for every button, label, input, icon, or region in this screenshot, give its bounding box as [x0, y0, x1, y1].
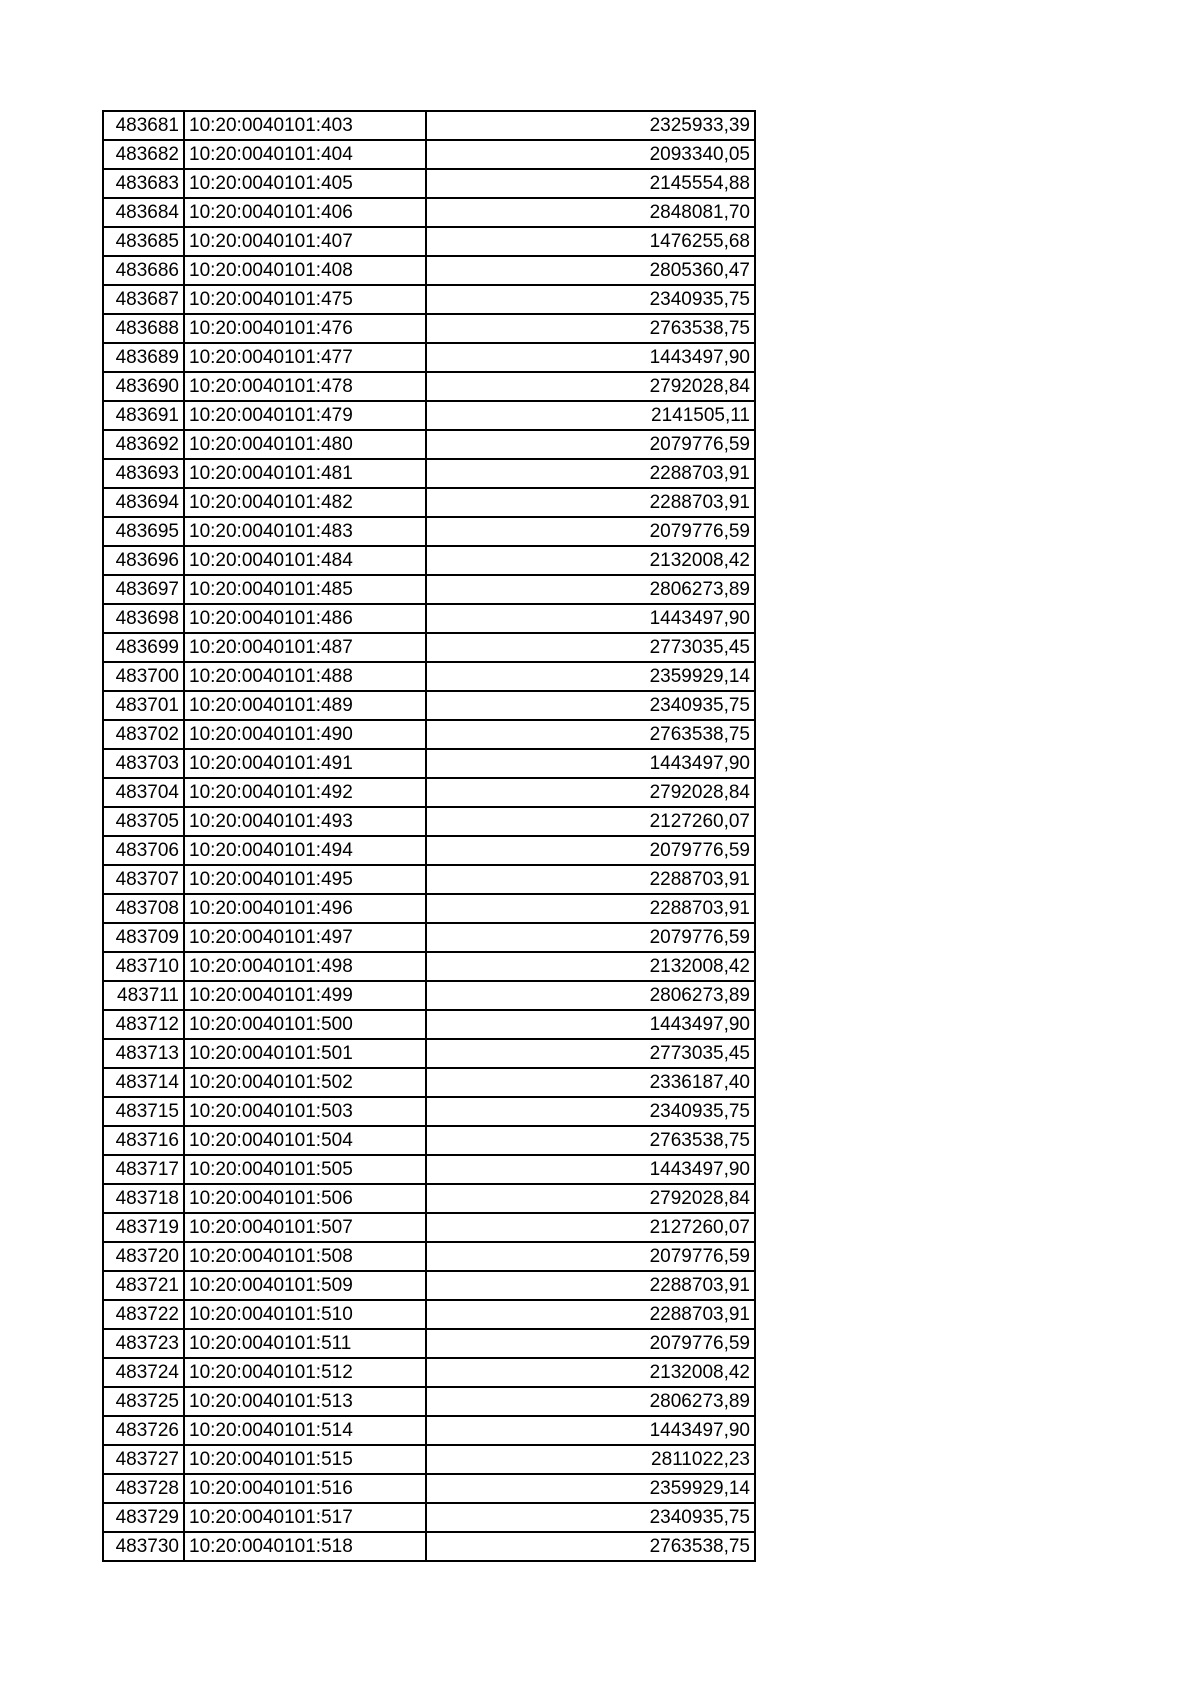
value-cell: 2806273,89: [426, 981, 755, 1010]
value-cell: 2127260,07: [426, 807, 755, 836]
value-cell: 1476255,68: [426, 227, 755, 256]
row-id-cell: 483727: [103, 1445, 184, 1474]
cadastral-number-cell: 10:20:0040101:514: [184, 1416, 426, 1445]
value-cell: 2792028,84: [426, 778, 755, 807]
table-row: [103, 836, 755, 865]
row-id-cell: 483695: [103, 517, 184, 546]
cadastral-number-cell: 10:20:0040101:475: [184, 285, 426, 314]
value-cell: 2079776,59: [426, 1329, 755, 1358]
value-cell: 2340935,75: [426, 691, 755, 720]
cadastral-number-cell: 10:20:0040101:408: [184, 256, 426, 285]
table-row: [103, 140, 755, 169]
value-cell: 2288703,91: [426, 459, 755, 488]
table-row: [103, 749, 755, 778]
table-row: [103, 1416, 755, 1445]
value-cell: 2806273,89: [426, 575, 755, 604]
value-cell: 2359929,14: [426, 1474, 755, 1503]
row-id-cell: 483706: [103, 836, 184, 865]
row-id-cell: 483701: [103, 691, 184, 720]
cadastral-number-cell: 10:20:0040101:515: [184, 1445, 426, 1474]
cadastral-number-cell: 10:20:0040101:502: [184, 1068, 426, 1097]
cadastral-number-cell: 10:20:0040101:482: [184, 488, 426, 517]
cadastral-number-cell: 10:20:0040101:506: [184, 1184, 426, 1213]
value-cell: 2806273,89: [426, 1387, 755, 1416]
cadastral-number-cell: 10:20:0040101:513: [184, 1387, 426, 1416]
table-row: [103, 807, 755, 836]
row-id-cell: 483708: [103, 894, 184, 923]
cadastral-number-cell: 10:20:0040101:498: [184, 952, 426, 981]
cadastral-number-cell: 10:20:0040101:407: [184, 227, 426, 256]
table-row: [103, 1213, 755, 1242]
value-cell: 2340935,75: [426, 285, 755, 314]
row-id-cell: 483688: [103, 314, 184, 343]
cadastral-number-cell: 10:20:0040101:477: [184, 343, 426, 372]
table-row: [103, 923, 755, 952]
table-row: [103, 227, 755, 256]
table-row: [103, 720, 755, 749]
cadastral-number-cell: 10:20:0040101:507: [184, 1213, 426, 1242]
cadastral-number-cell: 10:20:0040101:512: [184, 1358, 426, 1387]
row-id-cell: 483696: [103, 546, 184, 575]
value-cell: 2763538,75: [426, 720, 755, 749]
row-id-cell: 483693: [103, 459, 184, 488]
row-id-cell: 483690: [103, 372, 184, 401]
value-cell: 2359929,14: [426, 662, 755, 691]
table-row: [103, 459, 755, 488]
table-row: [103, 314, 755, 343]
cadastral-number-cell: 10:20:0040101:483: [184, 517, 426, 546]
value-cell: 2763538,75: [426, 1126, 755, 1155]
cadastral-number-cell: 10:20:0040101:499: [184, 981, 426, 1010]
table-row: [103, 575, 755, 604]
cadastral-number-cell: 10:20:0040101:487: [184, 633, 426, 662]
value-cell: 2132008,42: [426, 546, 755, 575]
table-row: [103, 1271, 755, 1300]
value-cell: 1443497,90: [426, 749, 755, 778]
row-id-cell: 483724: [103, 1358, 184, 1387]
cadastral-number-cell: 10:20:0040101:494: [184, 836, 426, 865]
table-row: [103, 1503, 755, 1532]
table-row: [103, 1126, 755, 1155]
table-row: [103, 1358, 755, 1387]
cadastral-number-cell: 10:20:0040101:491: [184, 749, 426, 778]
row-id-cell: 483717: [103, 1155, 184, 1184]
value-cell: 2093340,05: [426, 140, 755, 169]
row-id-cell: 483728: [103, 1474, 184, 1503]
table-row: [103, 1184, 755, 1213]
table-row: [103, 1039, 755, 1068]
table-row: [103, 169, 755, 198]
table-row: [103, 111, 755, 140]
row-id-cell: 483703: [103, 749, 184, 778]
cadastral-number-cell: 10:20:0040101:492: [184, 778, 426, 807]
table-row: [103, 1329, 755, 1358]
cadastral-number-cell: 10:20:0040101:501: [184, 1039, 426, 1068]
table-row: [103, 778, 755, 807]
table-row: [103, 1242, 755, 1271]
row-id-cell: 483691: [103, 401, 184, 430]
cadastral-number-cell: 10:20:0040101:493: [184, 807, 426, 836]
table-row: [103, 256, 755, 285]
row-id-cell: 483686: [103, 256, 184, 285]
row-id-cell: 483725: [103, 1387, 184, 1416]
cadastral-number-cell: 10:20:0040101:488: [184, 662, 426, 691]
cadastral-number-cell: 10:20:0040101:511: [184, 1329, 426, 1358]
value-cell: 2288703,91: [426, 1300, 755, 1329]
cadastral-number-cell: 10:20:0040101:518: [184, 1532, 426, 1561]
cadastral-number-cell: 10:20:0040101:489: [184, 691, 426, 720]
value-cell: 2792028,84: [426, 372, 755, 401]
value-cell: 1443497,90: [426, 1155, 755, 1184]
table-body: [103, 111, 755, 1561]
cadastral-number-cell: 10:20:0040101:478: [184, 372, 426, 401]
table-row: [103, 546, 755, 575]
value-cell: 2145554,88: [426, 169, 755, 198]
value-cell: 2141505,11: [426, 401, 755, 430]
cadastral-number-cell: 10:20:0040101:497: [184, 923, 426, 952]
table-row: [103, 894, 755, 923]
row-id-cell: 483710: [103, 952, 184, 981]
cadastral-number-cell: 10:20:0040101:516: [184, 1474, 426, 1503]
value-cell: 2763538,75: [426, 314, 755, 343]
row-id-cell: 483715: [103, 1097, 184, 1126]
row-id-cell: 483718: [103, 1184, 184, 1213]
cadastral-number-cell: 10:20:0040101:510: [184, 1300, 426, 1329]
table-row: [103, 401, 755, 430]
table-row: [103, 1097, 755, 1126]
row-id-cell: 483714: [103, 1068, 184, 1097]
cadastral-number-cell: 10:20:0040101:404: [184, 140, 426, 169]
table-row: [103, 1445, 755, 1474]
value-cell: 2288703,91: [426, 1271, 755, 1300]
value-cell: 1443497,90: [426, 343, 755, 372]
value-cell: 2288703,91: [426, 488, 755, 517]
value-cell: 2079776,59: [426, 1242, 755, 1271]
row-id-cell: 483682: [103, 140, 184, 169]
value-cell: 2340935,75: [426, 1503, 755, 1532]
cadastral-number-cell: 10:20:0040101:406: [184, 198, 426, 227]
cadastral-number-cell: 10:20:0040101:505: [184, 1155, 426, 1184]
row-id-cell: 483704: [103, 778, 184, 807]
cadastral-number-cell: 10:20:0040101:403: [184, 111, 426, 140]
value-cell: 2288703,91: [426, 865, 755, 894]
row-id-cell: 483730: [103, 1532, 184, 1561]
row-id-cell: 483684: [103, 198, 184, 227]
value-cell: 2079776,59: [426, 836, 755, 865]
value-cell: 2079776,59: [426, 430, 755, 459]
table-row: [103, 981, 755, 1010]
row-id-cell: 483700: [103, 662, 184, 691]
value-cell: 2288703,91: [426, 894, 755, 923]
value-cell: 2336187,40: [426, 1068, 755, 1097]
table-row: [103, 1068, 755, 1097]
row-id-cell: 483681: [103, 111, 184, 140]
row-id-cell: 483689: [103, 343, 184, 372]
table-row: [103, 343, 755, 372]
row-id-cell: 483726: [103, 1416, 184, 1445]
cadastral-number-cell: 10:20:0040101:486: [184, 604, 426, 633]
cadastral-number-cell: 10:20:0040101:504: [184, 1126, 426, 1155]
table-row: [103, 952, 755, 981]
row-id-cell: 483702: [103, 720, 184, 749]
row-id-cell: 483716: [103, 1126, 184, 1155]
row-id-cell: 483721: [103, 1271, 184, 1300]
value-cell: 2763538,75: [426, 1532, 755, 1561]
row-id-cell: 483709: [103, 923, 184, 952]
row-id-cell: 483698: [103, 604, 184, 633]
table-row: [103, 488, 755, 517]
row-id-cell: 483699: [103, 633, 184, 662]
cadastral-number-cell: 10:20:0040101:503: [184, 1097, 426, 1126]
value-cell: 2805360,47: [426, 256, 755, 285]
cadastral-number-cell: 10:20:0040101:485: [184, 575, 426, 604]
row-id-cell: 483719: [103, 1213, 184, 1242]
row-id-cell: 483720: [103, 1242, 184, 1271]
value-cell: 2848081,70: [426, 198, 755, 227]
table-row: [103, 604, 755, 633]
table-row: [103, 285, 755, 314]
table-row: [103, 1532, 755, 1561]
row-id-cell: 483711: [103, 981, 184, 1010]
cadastral-number-cell: 10:20:0040101:508: [184, 1242, 426, 1271]
cadastral-number-cell: 10:20:0040101:405: [184, 169, 426, 198]
cadastral-number-cell: 10:20:0040101:479: [184, 401, 426, 430]
value-cell: 2773035,45: [426, 1039, 755, 1068]
row-id-cell: 483729: [103, 1503, 184, 1532]
value-cell: 2340935,75: [426, 1097, 755, 1126]
value-cell: 2811022,23: [426, 1445, 755, 1474]
cadastral-number-cell: 10:20:0040101:490: [184, 720, 426, 749]
value-cell: 1443497,90: [426, 604, 755, 633]
table-row: [103, 430, 755, 459]
row-id-cell: 483712: [103, 1010, 184, 1039]
value-cell: 2079776,59: [426, 517, 755, 546]
cadastral-number-cell: 10:20:0040101:509: [184, 1271, 426, 1300]
row-id-cell: 483722: [103, 1300, 184, 1329]
cadastral-number-cell: 10:20:0040101:484: [184, 546, 426, 575]
table-row: [103, 691, 755, 720]
value-cell: 2132008,42: [426, 952, 755, 981]
table-row: [103, 517, 755, 546]
table-row: [103, 1010, 755, 1039]
row-id-cell: 483683: [103, 169, 184, 198]
row-id-cell: 483692: [103, 430, 184, 459]
cadastral-number-cell: 10:20:0040101:480: [184, 430, 426, 459]
table-row: [103, 1387, 755, 1416]
table-row: [103, 865, 755, 894]
cadastral-number-cell: 10:20:0040101:476: [184, 314, 426, 343]
row-id-cell: 483687: [103, 285, 184, 314]
row-id-cell: 483723: [103, 1329, 184, 1358]
cadastral-number-cell: 10:20:0040101:517: [184, 1503, 426, 1532]
cadastral-number-cell: 10:20:0040101:481: [184, 459, 426, 488]
table-row: [103, 1300, 755, 1329]
row-id-cell: 483694: [103, 488, 184, 517]
cadastral-number-cell: 10:20:0040101:500: [184, 1010, 426, 1039]
value-cell: 2132008,42: [426, 1358, 755, 1387]
value-cell: 2792028,84: [426, 1184, 755, 1213]
table-row: [103, 662, 755, 691]
value-cell: 2127260,07: [426, 1213, 755, 1242]
row-id-cell: 483697: [103, 575, 184, 604]
table-row: [103, 633, 755, 662]
row-id-cell: 483707: [103, 865, 184, 894]
table-row: [103, 1155, 755, 1184]
value-cell: 2773035,45: [426, 633, 755, 662]
table-row: [103, 372, 755, 401]
table-row: [103, 1474, 755, 1503]
table-row: [103, 198, 755, 227]
row-id-cell: 483705: [103, 807, 184, 836]
cadastral-number-cell: 10:20:0040101:496: [184, 894, 426, 923]
cadastral-number-cell: 10:20:0040101:495: [184, 865, 426, 894]
value-cell: 1443497,90: [426, 1010, 755, 1039]
value-cell: 1443497,90: [426, 1416, 755, 1445]
value-cell: 2325933,39: [426, 111, 755, 140]
row-id-cell: 483685: [103, 227, 184, 256]
row-id-cell: 483713: [103, 1039, 184, 1068]
data-table: [102, 110, 756, 1562]
value-cell: 2079776,59: [426, 923, 755, 952]
